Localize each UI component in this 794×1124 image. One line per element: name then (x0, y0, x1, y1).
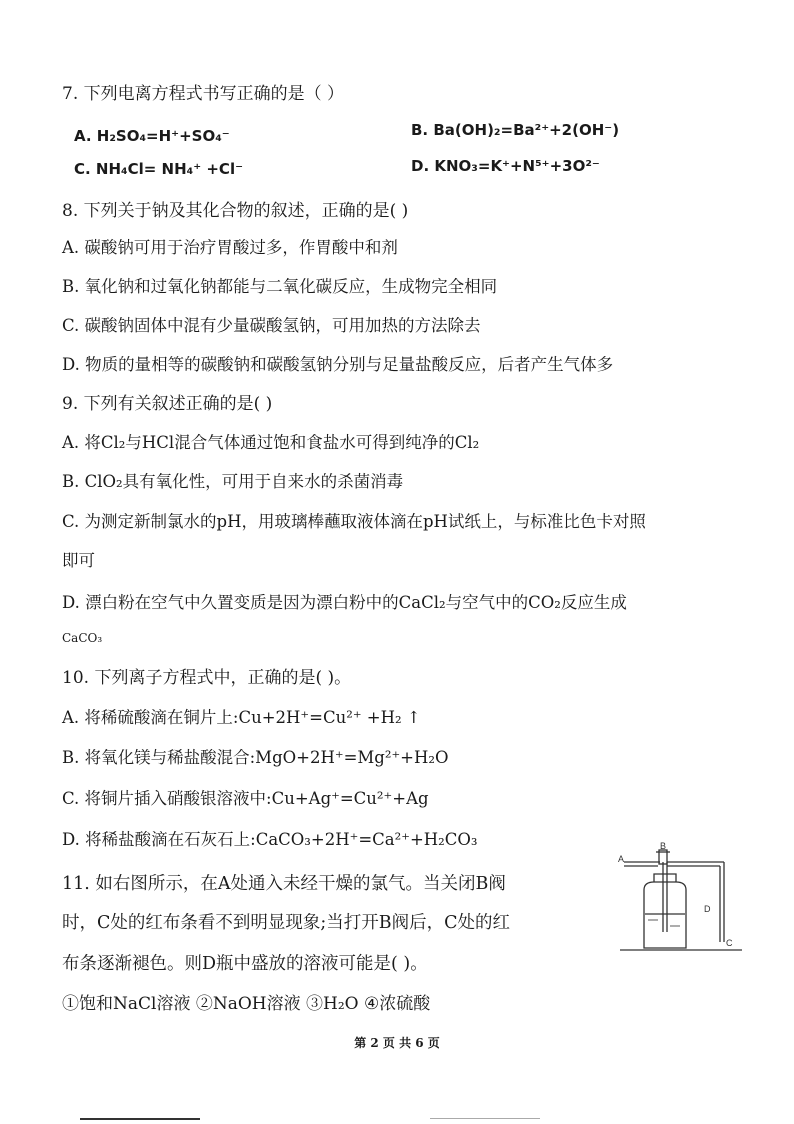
question-11-text-2: 时，C处的红布条看不到明显现象;当打开B阀后，C处的红 (62, 913, 511, 933)
question-10-option-d: D. 将稀盐酸滴在石灰石上:CaCO₃+2H⁺=Ca²⁺+H₂CO₃ (62, 830, 478, 849)
question-8-option-c: C. 碳酸钠固体中混有少量碳酸氢钠，可用加热的方法除去 (62, 316, 481, 335)
question-7-option-b: B. Ba(OH)₂=Ba²⁺+2(OH⁻) (411, 121, 620, 139)
scan-mark-left (80, 1118, 200, 1120)
question-7-stem: 7. 下列电离方程式书写正确的是（ ） (62, 84, 345, 104)
question-8-option-d: D. 物质的量相等的碳酸钠和碳酸氢钠分别与足量盐酸反应，后者产生气体多 (62, 355, 614, 374)
question-8-stem: 8. 下列关于钠及其化合物的叙述，正确的是( ) (62, 201, 409, 221)
question-7-option-c: C. NH₄Cl= NH₄⁺ +Cl⁻ (74, 160, 243, 178)
question-8-option-a: A. 碳酸钠可用于治疗胃酸过多，作胃酸中和剂 (62, 238, 398, 257)
question-7-option-d: D. KNO₃=K⁺+N⁵⁺+3O²⁻ (411, 157, 600, 175)
question-7-option-a: A. H₂SO₄=H⁺+SO₄⁻ (74, 127, 230, 145)
question-9-option-d-cont: CaCO₃ (62, 631, 103, 645)
question-11-choices: ①饱和NaCl溶液 ②NaOH溶液 ③H₂O ④浓硫酸 (62, 994, 431, 1014)
question-11-text-3: 布条逐渐褪色。则D瓶中盛放的溶液可能是( )。 (62, 954, 428, 974)
question-8-option-b: B. 氧化钠和过氧化钠都能与二氧化碳反应，生成物完全相同 (62, 277, 498, 296)
question-10-option-a: A. 将稀硫酸滴在铜片上:Cu+2H⁺=Cu²⁺ +H₂ ↑ (62, 708, 421, 727)
question-9-stem: 9. 下列有关叙述正确的是( ) (62, 394, 273, 414)
page-footer: 第 2 页 共 6 页 (354, 1036, 440, 1050)
question-9-option-b: B. ClO₂具有氧化性，可用于自来水的杀菌消毒 (62, 472, 404, 491)
label-c: C (726, 938, 733, 948)
question-10-option-b: B. 将氧化镁与稀盐酸混合:MgO+2H⁺=Mg²⁺+H₂O (62, 748, 449, 767)
label-b: B (660, 842, 667, 851)
question-10-option-c: C. 将铜片插入硝酸银溶液中:Cu+Ag⁺=Cu²⁺+Ag (62, 789, 429, 808)
question-9-option-c-cont: 即可 (62, 551, 95, 570)
label-a: A (618, 854, 625, 864)
question-10-stem: 10. 下列离子方程式中，正确的是( )。 (62, 668, 352, 688)
question-9-option-c: C. 为测定新制氯水的pH，用玻璃棒蘸取液体滴在pH试纸上，与标准比色卡对照 (62, 512, 646, 531)
label-d: D (704, 904, 711, 914)
question-9-option-a: A. 将Cl₂与HCl混合气体通过饱和食盐水可得到纯净的Cl₂ (62, 433, 480, 452)
scan-mark-right (430, 1118, 540, 1119)
question-9-option-d: D. 漂白粉在空气中久置变质是因为漂白粉中的CaCl₂与空气中的CO₂反应生成 (62, 593, 627, 612)
gas-bottle-apparatus-figure (618, 842, 744, 954)
question-11-stem: 11. 如右图所示，在A处通入未经干燥的氯气。当关闭B阀 (62, 874, 506, 894)
